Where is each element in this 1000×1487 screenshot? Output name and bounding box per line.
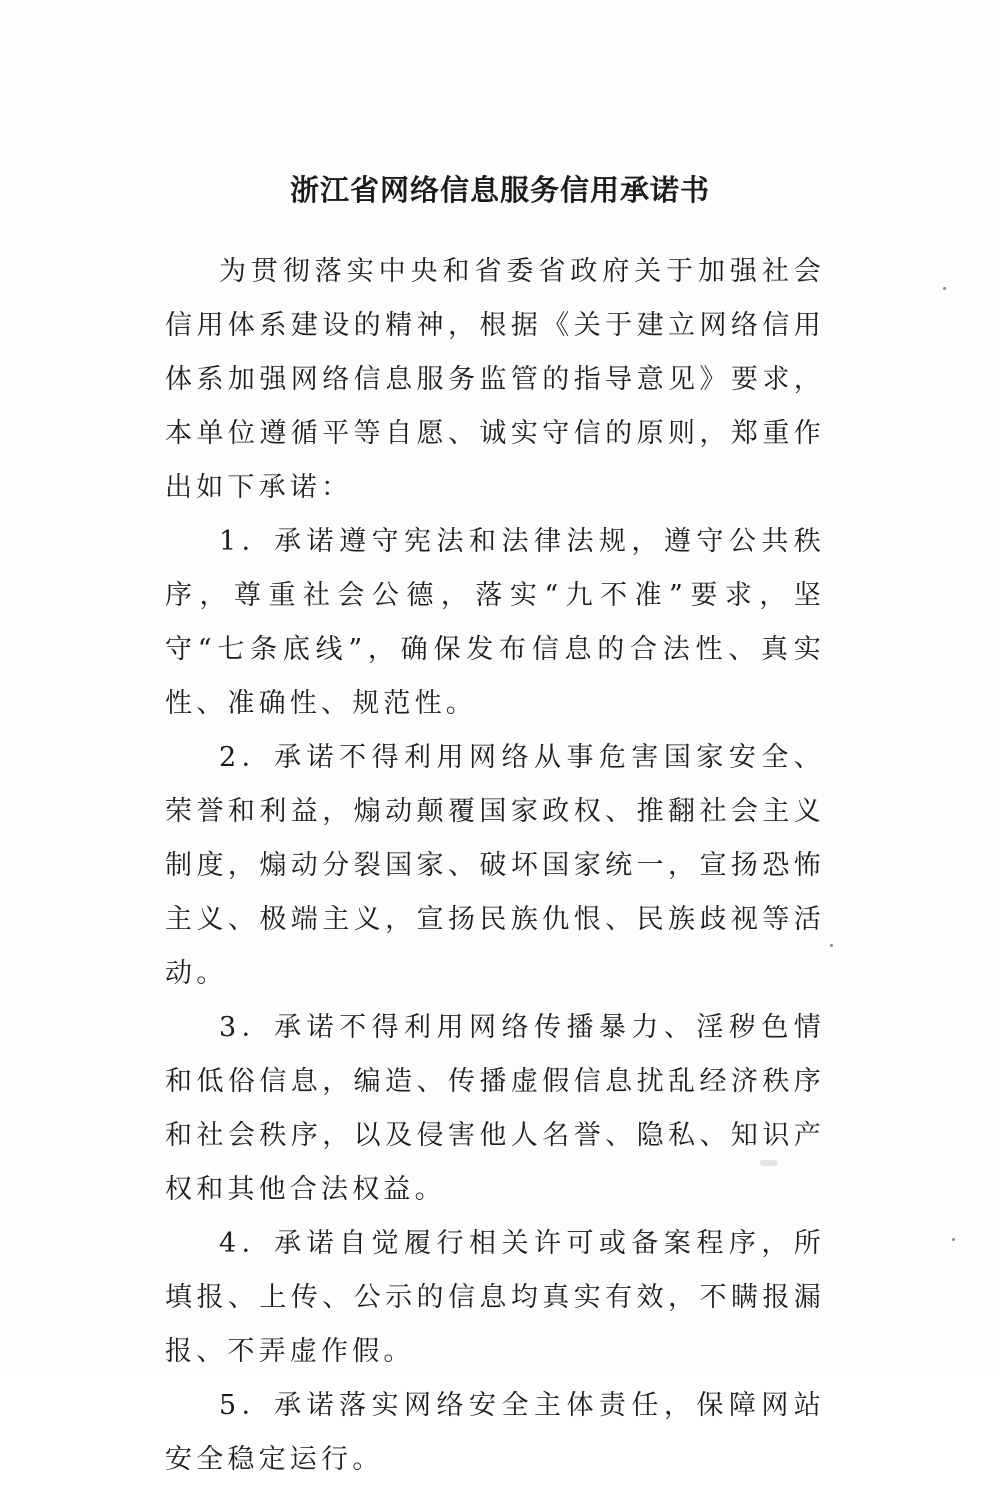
commitment-item-2: 2．承诺不得利用网络从事危害国家安全、荣誉和利益，煽动颠覆国家政权、推翻社会主义制度，煽动分裂国家、破坏国家统一，宣扬恐怖主义、极端主义，宣扬民族仇恨、民族歧视等活动。 <box>165 742 825 989</box>
intro-paragraph: 为贯彻落实中央和省委省政府关于加强社会信用体系建设的精神，根据《关于建立网络信用体系加强网络信息服务监管的指导意见》要求，本单位遵循平等自愿、诚实守信的原则，郑重作出如下承诺： <box>165 256 825 503</box>
document-body <box>165 245 825 1487</box>
scan-speck <box>952 1238 955 1241</box>
commitment-item-3: 3．承诺不得利用网络传播暴力、淫秽色情和低俗信息，编造、传播虚假信息扰乱经济秩序和社会秩序，以及侵害他人名誉、隐私、知识产权和其他合法权益。 <box>165 1012 825 1205</box>
commitment-item-4: 4．承诺自觉履行相关许可或备案程序，所填报、上传、公示的信息均真实有效，不瞒报漏报、不弄虚作假。 <box>165 1228 825 1367</box>
scan-speck <box>943 287 946 290</box>
document-title: 浙江省网络信息服务信用承诺书 <box>289 173 710 207</box>
commitment-item-5: 5．承诺落实网络安全主体责任，保障网站安全稳定运行。 <box>165 1390 825 1475</box>
scan-smudge <box>760 1160 778 1166</box>
commitment-item-1: 1．承诺遵守宪法和法律法规，遵守公共秩序，尊重社会公德，落实“九不准”要求，坚守“七条底线”，确保发布信息的合法性、真实性、准确性、规范性。 <box>165 526 825 719</box>
scan-speck <box>830 944 833 947</box>
